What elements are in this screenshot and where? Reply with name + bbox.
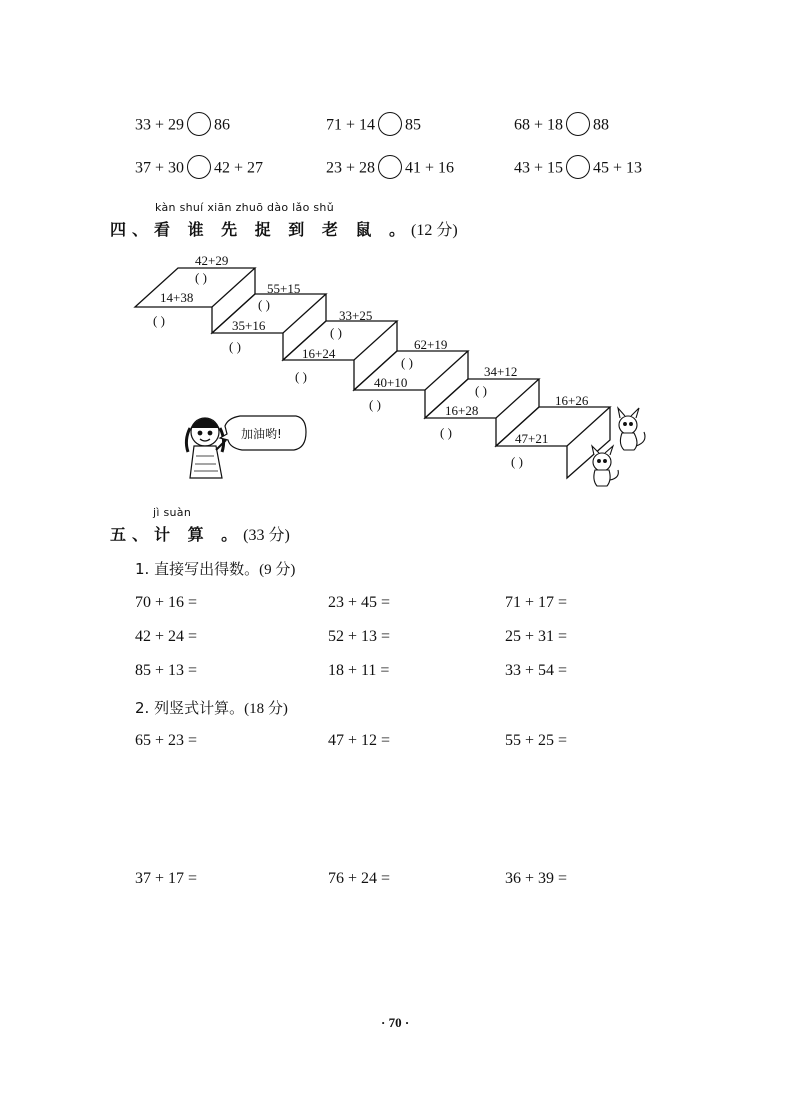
calc-item: 65 + 23 = [135, 732, 198, 749]
calc-item: 37 + 17 = [135, 870, 198, 887]
girl-illustration [186, 418, 226, 478]
stair-expression: 16+26 [555, 393, 589, 408]
comparison-item: 37 + 30 42 + 27 [135, 157, 263, 181]
answer-blank[interactable]: ( ) [369, 397, 381, 412]
mouse-illustration [618, 408, 645, 450]
section4-pinyin: kàn shuí xiān zhuō dào lǎo shǔ [155, 201, 334, 214]
answer-blank[interactable]: ( ) [401, 355, 413, 370]
stair-expression: 62+19 [414, 337, 448, 352]
section4-title: 四、看 谁 先 捉 到 老 鼠 。(12 分) [110, 220, 458, 239]
page-number: · 70 · [381, 1015, 410, 1030]
calc-item: 18 + 11 = [328, 662, 390, 679]
calc-item: 76 + 24 = [328, 870, 391, 887]
speech-text: 加油哟! [241, 427, 282, 441]
stair-expression: 16+24 [302, 346, 336, 361]
comparison-item: 23 + 28 41 + 16 [326, 157, 454, 181]
calc-item: 25 + 31 = [505, 628, 568, 645]
stair-expression: 14+38 [160, 290, 194, 305]
comparison-item: 33 + 29 86 [135, 114, 230, 138]
answer-blank[interactable]: ( ) [440, 425, 452, 440]
stair-expression: 42+29 [195, 253, 229, 268]
stair-expression: 47+21 [515, 431, 549, 446]
part2-title: 2. 列竖式计算。(18 分) [135, 699, 288, 717]
stair-expression: 33+25 [339, 308, 373, 323]
comparison-item: 43 + 15 45 + 13 [514, 157, 642, 181]
staircase-diagram [0, 0, 800, 520]
section5-title: 五、计 算 。(33 分) [110, 525, 290, 544]
stair-expression: 40+10 [374, 375, 408, 390]
answer-blank[interactable]: ( ) [229, 339, 241, 354]
calc-item: 36 + 39 = [505, 870, 568, 887]
answer-blank[interactable]: ( ) [511, 454, 523, 469]
stair-expression: 34+12 [484, 364, 518, 379]
calc-item: 85 + 13 = [135, 662, 198, 679]
mouse-illustration [592, 446, 618, 486]
stair-expression: 55+15 [267, 281, 301, 296]
part1-title: 1. 直接写出得数。(9 分) [135, 560, 296, 578]
calc-item: 42 + 24 = [135, 628, 198, 645]
answer-blank[interactable]: ( ) [195, 270, 207, 285]
comparison-item: 71 + 14 85 [326, 114, 421, 138]
answer-blank[interactable]: ( ) [153, 313, 165, 328]
calc-item: 71 + 17 = [505, 594, 568, 611]
comparison-item: 68 + 18 88 [514, 114, 609, 138]
calc-item: 33 + 54 = [505, 662, 568, 679]
calc-item: 55 + 25 = [505, 732, 568, 749]
calc-item: 23 + 45 = [328, 594, 391, 611]
calc-item: 52 + 13 = [328, 628, 391, 645]
answer-blank[interactable]: ( ) [295, 369, 307, 384]
calc-item: 70 + 16 = [135, 594, 198, 611]
section5-pinyin: jì suàn [153, 506, 192, 519]
calc-item: 47 + 12 = [328, 732, 391, 749]
stair-expression: 16+28 [445, 403, 479, 418]
answer-blank[interactable]: ( ) [475, 383, 487, 398]
stair-step [496, 407, 610, 446]
answer-blank[interactable]: ( ) [258, 297, 270, 312]
answer-blank[interactable]: ( ) [330, 325, 342, 340]
stair-expression: 35+16 [232, 318, 266, 333]
